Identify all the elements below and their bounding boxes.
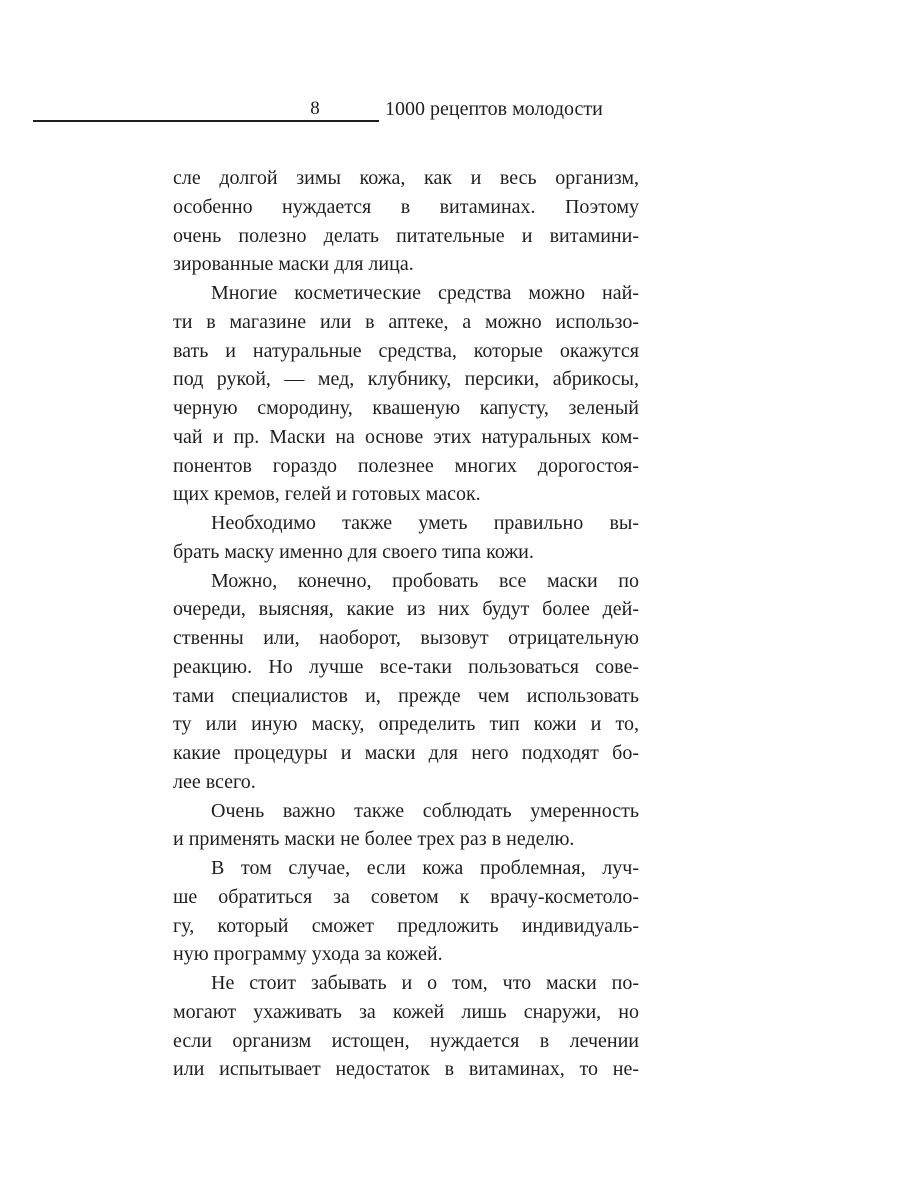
paragraph — [173, 279, 639, 509]
text-line: под рукой, — мед, клубнику, персики, абрикосы, — [173, 368, 639, 391]
page-number: 8 — [310, 98, 320, 119]
text-line: сле долгой зимы кожа, как и весь организм, — [173, 167, 639, 189]
text-line: брать маску именно для своего типа кожи. — [173, 540, 534, 563]
text-line: Необходимо также уметь правильно вы- — [211, 512, 639, 534]
running-header — [0, 96, 900, 126]
body-text — [173, 164, 639, 1084]
text-line: или испытывает недостаток в витаминах, то не- — [173, 1058, 639, 1081]
text-line: понентов гораздо полезнее многих дорогостоя- — [173, 454, 639, 477]
paragraph — [173, 969, 639, 1084]
text-line: лее всего. — [173, 770, 256, 793]
text-line: Многие косметические средства можно най- — [211, 282, 639, 304]
text-line: особенно нуждается в витаминах. Поэтому — [173, 195, 639, 218]
text-line: Можно, конечно, пробовать все маски по — [211, 569, 639, 592]
text-line: если организм истощен, нуждается в лечении — [173, 1029, 639, 1052]
paragraph — [173, 509, 639, 567]
text-line: реакцию. Но лучше все-таки пользоваться сове- — [173, 655, 639, 678]
text-line: какие процедуры и маски для него подходят бо- — [173, 742, 639, 764]
text-line: и применять маски не более трех раз в неделю. — [173, 828, 575, 851]
text-line: чай и пр. Маски на основе этих натуральных ком- — [173, 425, 639, 448]
text-line: гу, который сможет предложить индивидуаль- — [173, 914, 639, 937]
text-line: ственны или, наоборот, вызовут отрицательную — [173, 627, 639, 649]
text-line: Очень важно также соблюдать умеренность — [211, 799, 639, 822]
text-line: очень полезно делать питательные и витамини- — [173, 224, 639, 247]
text-line: могают ухаживать за кожей лишь снаружи, но — [173, 1000, 639, 1023]
text-line: Не стоит забывать и о том, что маски по- — [211, 972, 639, 994]
text-line: щих кремов, гелей и готовых масок. — [173, 483, 481, 506]
text-line: зированные маски для лица. — [173, 253, 414, 276]
paragraph — [173, 164, 639, 279]
paragraph — [173, 797, 639, 855]
paragraph — [173, 567, 639, 797]
text-line: ти в магазине или в аптеке, а можно использо- — [173, 310, 639, 333]
text-line: ту или иную маску, определить тип кожи и то, — [173, 713, 639, 736]
text-line: ную программу ухода за кожей. — [173, 943, 443, 966]
header-rule — [33, 120, 379, 122]
text-line: В том случае, если кожа проблемная, луч- — [211, 857, 639, 879]
text-line: вать и натуральные средства, которые окажутся — [173, 339, 639, 362]
paragraph — [173, 854, 639, 969]
text-line: тами специалистов и, прежде чем использовать — [173, 684, 639, 707]
text-line: черную смородину, квашеную капусту, зеленый — [173, 397, 639, 419]
book-title: 1000 рецептов молодости — [385, 98, 603, 120]
text-line: ше обратиться за советом к врачу-косметоло- — [173, 885, 639, 908]
text-line: очереди, выясняя, какие из них будут более дей- — [173, 598, 639, 621]
